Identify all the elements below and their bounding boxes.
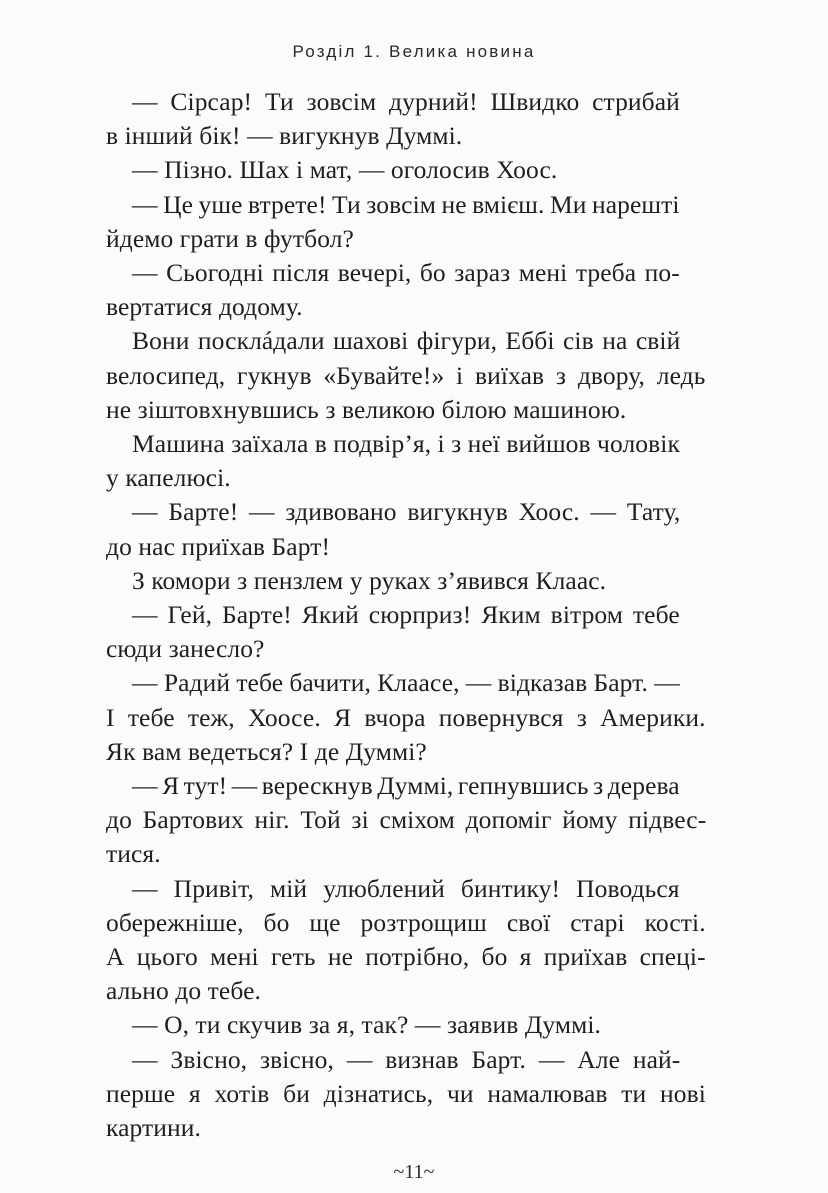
text-line: велосипед, гукнув «Бувайте!» і виїхав з двору, ледь (106, 360, 706, 390)
paragraph (106, 495, 706, 563)
text-line: Машина заїхала в подвір’я, і з неї вийшов чоловік (132, 429, 680, 459)
paragraph (106, 256, 706, 324)
text-line: Як вам ведеться? І де Думмі? (106, 736, 427, 766)
paragraph (106, 188, 706, 256)
body-text (106, 85, 706, 1145)
paragraph (106, 598, 706, 666)
text-line: в інший бік! — вигукнув Думмі. (106, 121, 463, 151)
text-line: тися. (106, 839, 161, 869)
text-line: — Сьогодні після вечері, бо зараз мені треба по- (132, 258, 680, 288)
text-line: перше я хотів би дізнатись, чи намалював ти нові (106, 1078, 706, 1108)
text-line: йдемо грати в футбол? (106, 223, 354, 253)
text-line: вертатися додому. (106, 292, 303, 322)
text-line: — Гей, Барте! Який сюрприз! Яким вітром тебе (132, 600, 680, 630)
text-line: — Я тут! — верескнув Думмі, гепнувшись з дерева (132, 771, 680, 801)
paragraph (106, 324, 706, 427)
paragraph (106, 564, 706, 598)
text-line: не зіштовхнувшись з великою білою машиною. (106, 394, 627, 424)
paragraph (106, 1008, 706, 1042)
paragraph (106, 666, 706, 769)
text-line: — Радий тебе бачити, Клаасе, — відказав Барт. — (132, 668, 680, 698)
paragraph (106, 1043, 706, 1146)
text-line: до нас приїхав Барт! (106, 531, 331, 561)
text-line: сюди занесло? (106, 634, 265, 664)
text-line: ально до тебе. (106, 976, 261, 1006)
text-line: картини. (106, 1113, 201, 1143)
text-line: А цього мені геть не потрібно, бо я приїхав спеці- (106, 942, 706, 972)
text-line: — Привіт, мій улюблений бинтику! Поводься (132, 873, 680, 903)
paragraph (106, 153, 706, 187)
text-line: — О, ти скучив за я, так? — заявив Думмі. (132, 1010, 602, 1040)
text-line: до Бартових ніг. Той зі сміхом допоміг йому підвес- (106, 805, 707, 835)
text-line: — Сірсар! Ти зовсім дурний! Швидко стрибай (132, 87, 680, 116)
text-line: — Барте! — здивовано вигукнув Хоос. — Тату, (132, 497, 681, 527)
paragraph (106, 872, 706, 1009)
text-line: — Звісно, звісно, — визнав Барт. — Але най- (132, 1044, 681, 1074)
paragraph (106, 769, 706, 872)
text-line: у капелюсі. (106, 463, 231, 493)
text-line: — Пізно. Шах і мат, — оголосив Хоос. (132, 155, 558, 185)
running-header: Розділ 1. Велика новина (292, 42, 536, 61)
text-line: обережніше, бо ще розтрощиш свої старі кості. (106, 907, 706, 937)
text-line: Вони посклáдали шахові фігури, Еббі сів на свій (132, 326, 681, 356)
paragraph (106, 427, 706, 495)
page-number: ~11~ (393, 1161, 435, 1183)
text-line: З комори з пензлем у руках з’явився Клаас. (132, 565, 607, 595)
text-line: — Це уше втрете! Ти зовсім не вмієш. Ми нарешті (132, 189, 680, 219)
paragraph (106, 85, 706, 153)
text-line: І тебе теж, Хоосе. Я вчора повернувся з Америки. (106, 702, 706, 732)
